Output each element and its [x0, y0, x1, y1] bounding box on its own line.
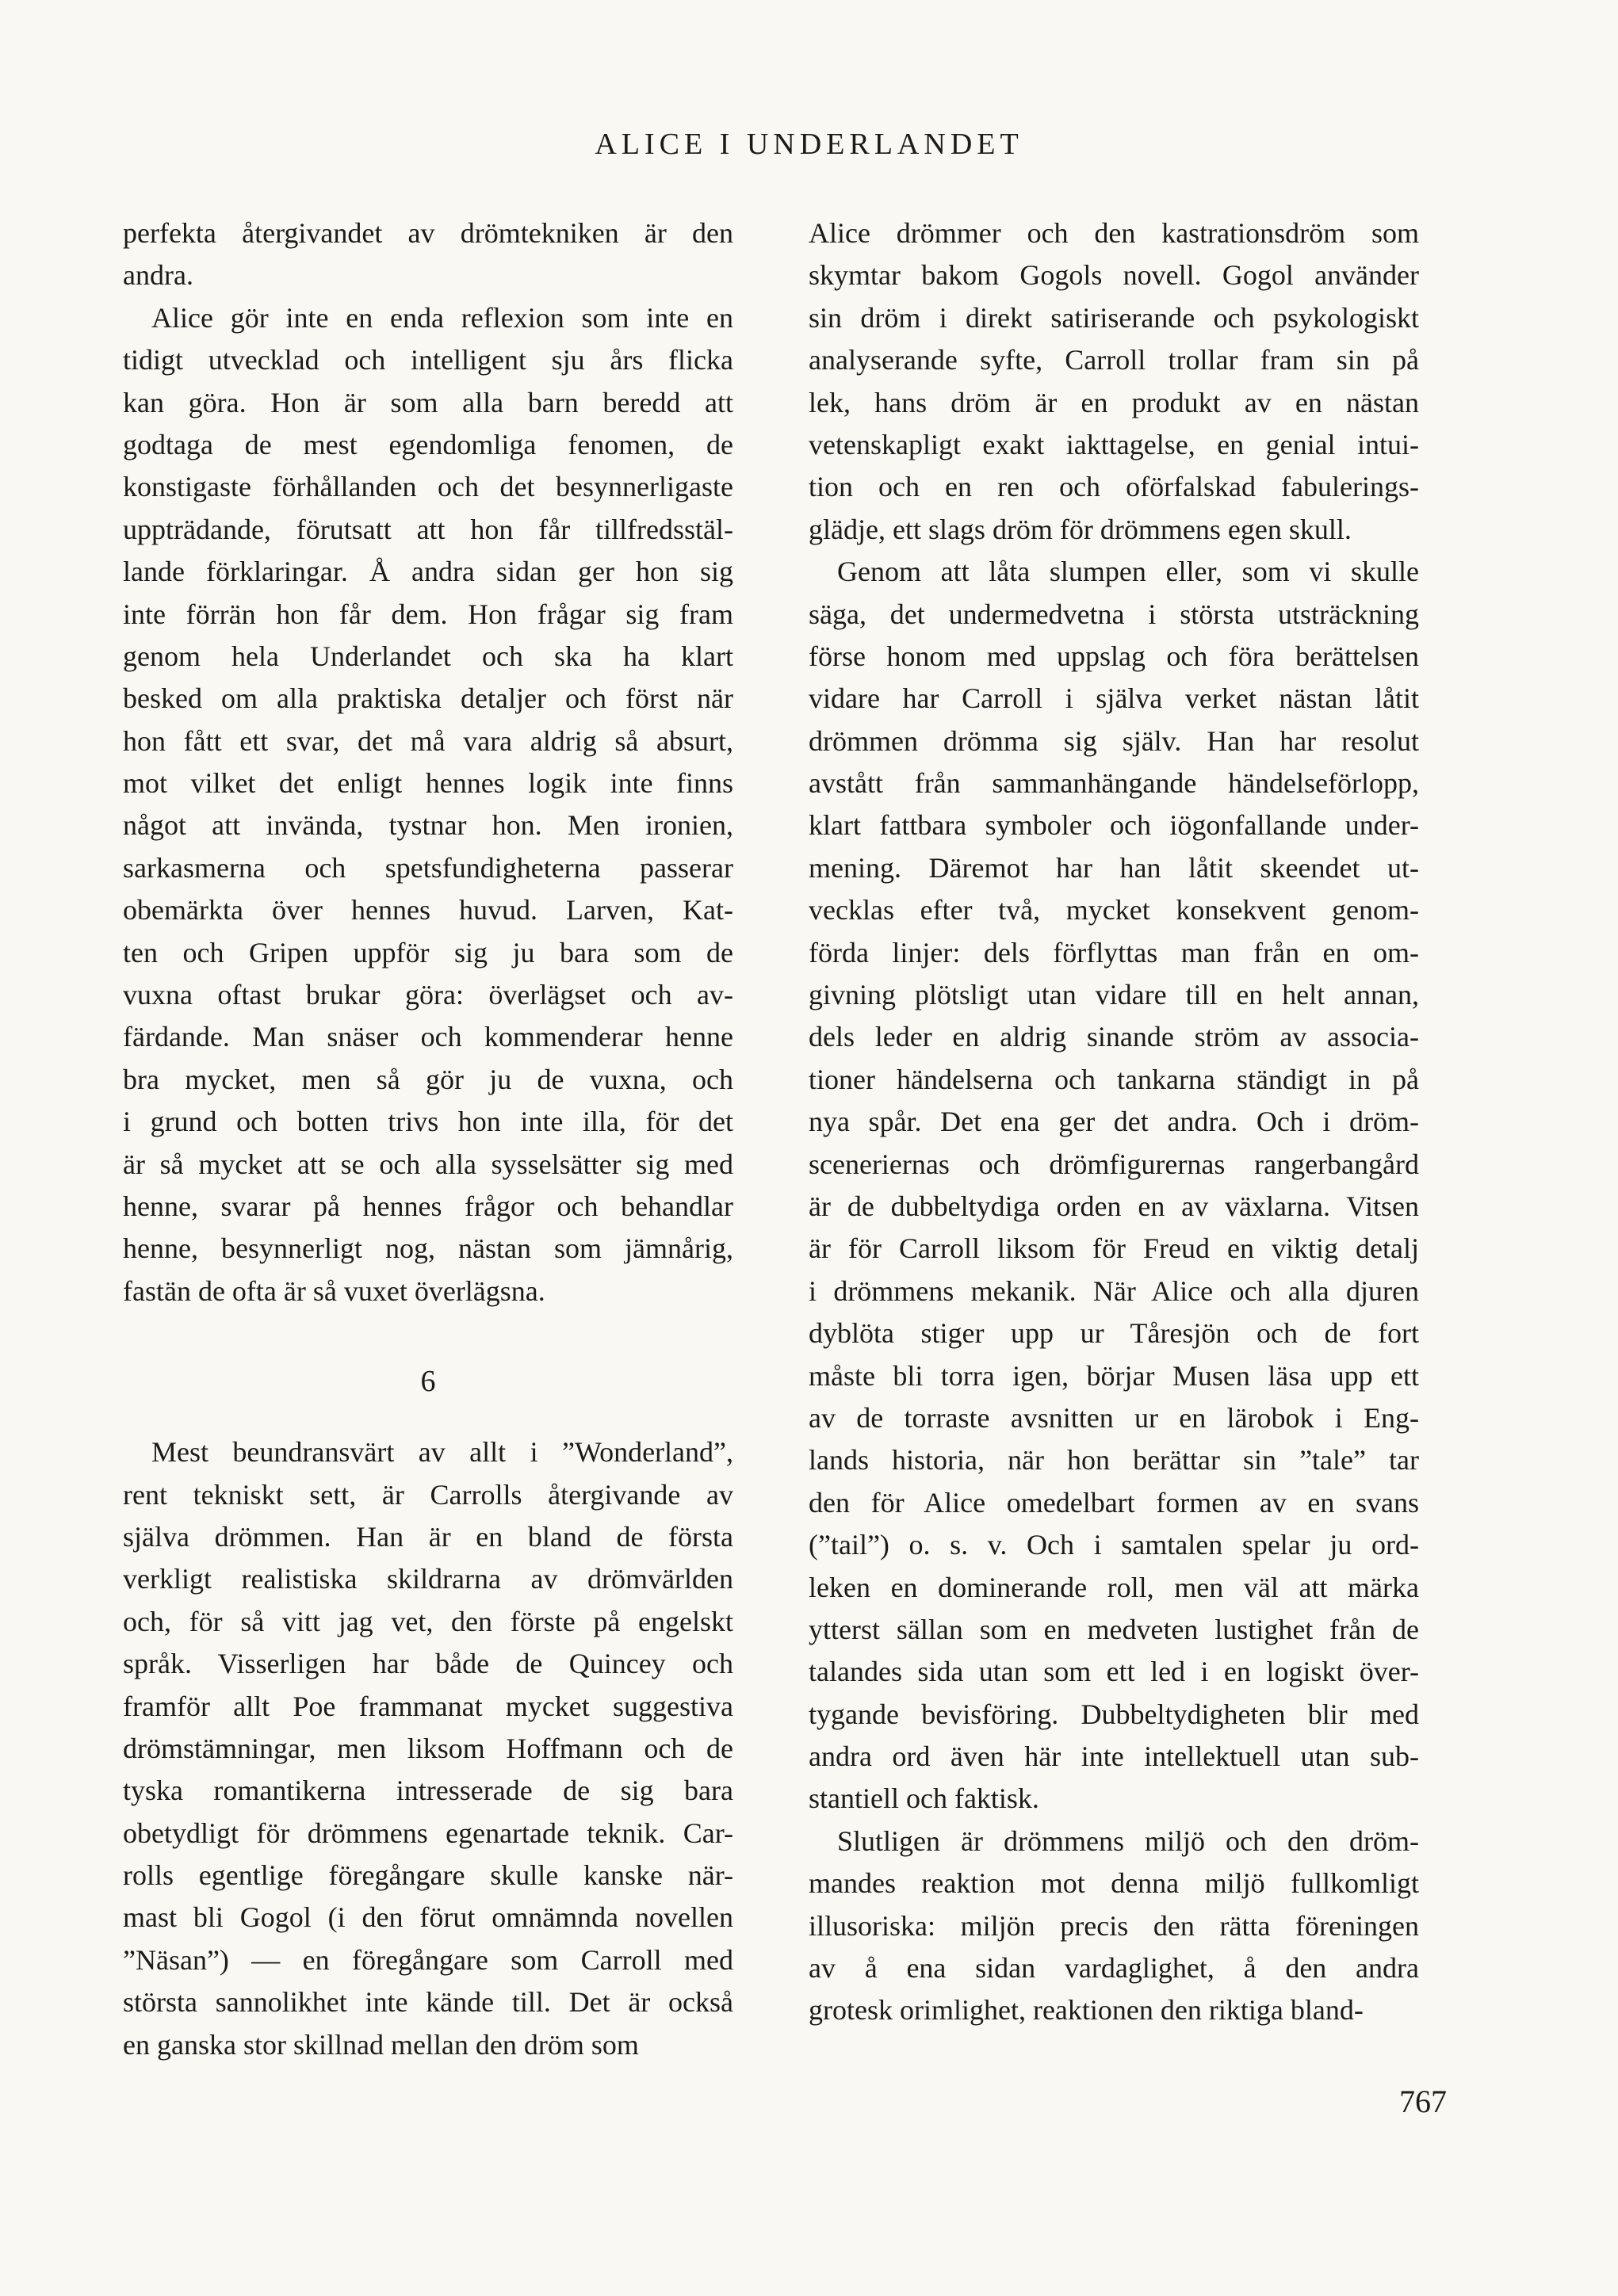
text-line: illusoriska: miljön precis den rätta föreningen — [809, 1909, 1419, 1942]
right-column — [809, 212, 1419, 2032]
text-line: lek, hans dröm är en produkt av en nästan — [809, 386, 1419, 418]
text-line: förse honom med uppslag och föra berättelsen — [809, 640, 1419, 672]
text-line: Alice gör inte en enda reflexion som inte en — [151, 301, 733, 334]
text-line: inte förrän hon får dem. Hon frågar sig fram — [123, 598, 733, 630]
text-line: ten och Gripen uppför sig ju bara som de — [123, 936, 733, 968]
text-line: Genom att låta slumpen eller, som vi skulle — [837, 556, 1419, 588]
text-line: bra mycket, men så gör ju de vuxna, och — [123, 1063, 733, 1095]
text-line: största sannolikhet inte kände till. Det är också — [123, 1986, 733, 2019]
text-line: nya spår. Det ena ger det andra. Och i dröm- — [809, 1106, 1419, 1138]
left-column — [123, 212, 733, 2066]
text-line: måste bli torra igen, börjar Musen läsa upp ett — [809, 1359, 1419, 1392]
text-line: Slutligen är drömmens miljö och den dröm- — [837, 1824, 1419, 1857]
text-line: ”Näsan”) — en föregångare som Carroll med — [123, 1943, 733, 1976]
paragraph — [809, 1820, 1419, 2032]
text-line: analyserande syfte, Carroll trollar fram sin på — [809, 344, 1419, 376]
text-line: Alice drömmer och den kastrationsdröm som — [809, 217, 1419, 249]
text-line: själva drömmen. Han är en bland de första — [123, 1520, 733, 1553]
text-line: sin dröm i direkt satiriserande och psykologiskt — [809, 301, 1419, 334]
text-line: drömstämningar, men liksom Hoffmann och de — [123, 1732, 733, 1764]
text-line: dyblöta stiger upp ur Tåresjön och de fort — [809, 1317, 1419, 1350]
paragraph — [123, 297, 733, 1312]
text-line: sceneriernas och drömfigurernas rangerbangård — [809, 1148, 1419, 1180]
text-line: andra. — [123, 259, 193, 292]
text-line: är så mycket att se och alla sysselsätter sig med — [123, 1148, 733, 1180]
text-line: konstigaste förhållanden och det besynnerligaste — [123, 471, 733, 503]
paragraph — [123, 1431, 733, 2066]
text-line: genom hela Underlandet och ska ha klart — [123, 640, 733, 672]
text-line: är för Carroll liksom för Freud en viktig detalj — [809, 1232, 1419, 1265]
text-line: henne, svarar på hennes frågor och behandlar — [123, 1190, 733, 1222]
text-line: andra ord även här inte intellektuell utan sub- — [809, 1740, 1419, 1773]
text-line: förda linjer: dels förflyttas man från en om- — [809, 936, 1419, 968]
text-line: hon fått ett svar, det må vara aldrig så absurt, — [123, 724, 733, 757]
text-line: perfekta återgivandet av drömtekniken är den — [123, 217, 733, 249]
text-line: av å ena sidan vardaglighet, å den andra — [809, 1952, 1419, 1985]
text-line: rolls egentlige föregångare skulle kanske när- — [123, 1859, 733, 1892]
text-line: henne, besynnerligt nog, nästan som jämnårig, — [123, 1232, 733, 1265]
paragraph — [123, 212, 733, 297]
text-line: leken en dominerande roll, men väl att märka — [809, 1571, 1419, 1603]
text-line: tidigt utvecklad och intelligent sju års flicka — [123, 344, 733, 376]
text-line: sarkasmerna och spetsfundigheterna passerar — [123, 851, 733, 884]
text-line: säga, det undermedvetna i största utsträckning — [809, 598, 1419, 630]
text-line: glädje, ett slags dröm för drömmens egen skull. — [809, 513, 1352, 545]
text-line: stantiell och faktisk. — [809, 1782, 1039, 1815]
text-line: ytterst sällan som en medveten lustighet från de — [809, 1613, 1419, 1645]
text-line: skymtar bakom Gogols novell. Gogol använder — [809, 259, 1419, 292]
text-line: mot vilket det enligt hennes logik inte finns — [123, 767, 733, 800]
text-line: fastän de ofta är så vuxet överlägsna. — [123, 1274, 545, 1307]
text-line: uppträdande, förutsatt att hon får tillfredsstäl- — [123, 513, 733, 545]
text-line: (”tail”) o. s. v. Och i samtalen spelar ju ord- — [809, 1529, 1419, 1561]
text-line: Mest beundransvärt av allt i ”Wonderland”, — [151, 1436, 733, 1469]
text-line: vetenskapligt exakt iakttagelse, en genial intui- — [809, 428, 1419, 460]
text-line: är de dubbeltydiga orden en av växlarna. Vitsen — [809, 1190, 1419, 1222]
text-line: rent tekniskt sett, är Carrolls återgivande av — [123, 1478, 733, 1511]
text-line: mandes reaktion mot denna miljö fullkomligt — [809, 1867, 1419, 1900]
text-line: av de torraste avsnitten ur en lärobok i Eng- — [809, 1401, 1419, 1434]
text-line: obetydligt för drömmens egenartade teknik. Car- — [123, 1817, 733, 1849]
text-line: dels leder en aldrig sinande ström av associa- — [809, 1021, 1419, 1053]
text-line: verkligt realistiska skildrarna av drömvärlden — [123, 1563, 733, 1595]
text-line: vecklas efter två, mycket konsekvent genom- — [809, 894, 1419, 926]
text-line: avstått från sammanhängande händelseförlopp, — [809, 767, 1419, 800]
text-line: tygande bevisföring. Dubbeltydigheten blir med — [809, 1698, 1419, 1730]
text-line: vidare har Carroll i själva verket nästan låtit — [809, 682, 1419, 715]
text-line: obemärkta över hennes huvud. Larven, Kat- — [123, 894, 733, 926]
text-line: lande förklaringar. Å andra sidan ger hon sig — [123, 556, 733, 588]
text-line: grotesk orimlighet, reaktionen den riktiga bland- — [809, 1994, 1364, 2027]
running-head: ALICE I UNDERLANDET — [595, 128, 1023, 161]
text-line: besked om alla praktiska detaljer och först när — [123, 682, 733, 715]
paragraph — [809, 212, 1419, 551]
text-line: den för Alice omedelbart formen av en svans — [809, 1486, 1419, 1519]
paragraph — [809, 551, 1419, 1820]
text-line: klart fattbara symboler och iögonfallande under- — [809, 809, 1419, 842]
text-line: tion och en ren och oförfalskad fabulerings- — [809, 471, 1419, 503]
text-line: talandes sida utan som ett led i en logiskt över- — [809, 1656, 1419, 1688]
text-line: kan göra. Hon är som alla barn beredd att — [123, 386, 733, 418]
text-line: en ganska stor skillnad mellan den dröm som — [123, 2028, 639, 2061]
text-line: färdande. Man snäser och kommenderar henne — [123, 1021, 733, 1053]
text-line: i grund och botten trivs hon inte illa, för det — [123, 1106, 733, 1138]
text-line: tioner händelserna och tankarna ständigt in på — [809, 1063, 1419, 1095]
text-line: språk. Visserligen har både de Quincey och — [123, 1648, 733, 1680]
page-number: 767 — [1399, 2084, 1447, 2119]
text-line: tyska romantikerna intresserade de sig bara — [123, 1775, 733, 1807]
text-line: något att invända, tystnar hon. Men ironien, — [123, 809, 733, 842]
text-line: framför allt Poe frammanat mycket suggestiva — [123, 1690, 733, 1722]
text-line: i drömmens mekanik. När Alice och alla djuren — [809, 1274, 1419, 1307]
text-line: mening. Däremot har han låtit skeendet ut- — [809, 851, 1419, 884]
text-line: drömmen drömma sig själv. Han har resolut — [809, 724, 1419, 757]
text-line: och, för så vitt jag vet, den förste på engelskt — [123, 1605, 733, 1637]
text-line: mast bli Gogol (i den förut omnämnda novellen — [123, 1901, 733, 1934]
text-line: givning plötsligt utan vidare till en helt annan, — [809, 979, 1419, 1011]
text-line: vuxna oftast brukar göra: överlägset och av- — [123, 979, 733, 1011]
section-number: 6 — [420, 1365, 436, 1399]
text-line: godtaga de mest egendomliga fenomen, de — [123, 428, 733, 460]
text-line: lands historia, när hon berättar sin ”tale” tar — [809, 1444, 1419, 1477]
